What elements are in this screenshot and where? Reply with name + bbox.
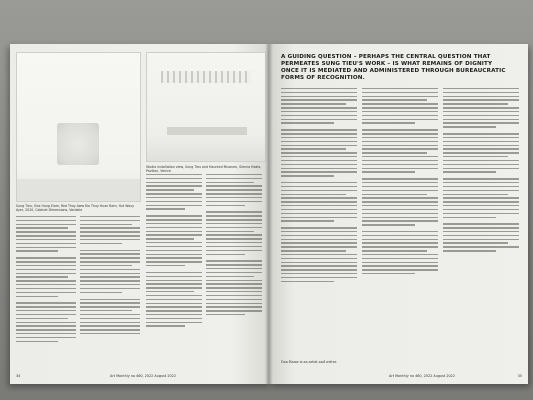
body-column-7 [443,88,519,257]
body-column-1 [16,216,76,345]
magazine-spread [10,44,528,384]
author-signoff: Dan Hame is an artist and writer. [281,360,337,364]
left-page [10,44,271,384]
installation-photo-1 [16,52,141,202]
right-page [269,44,528,384]
left-folio: Art Monthly no 460, 2022 August 2022 [110,374,176,378]
body-column-4 [206,174,262,318]
photo-1-caption: Sung Tieu, Sins Hung Elam, Red Thay Aww Kio Thuy Huan Bam, Hut Wouy Ayer, 2020, Cabinet Dimensions, Variable [16,204,135,213]
installation-photo-2 [146,52,266,162]
spine-gutter [265,44,273,384]
body-column-3 [146,174,202,329]
gallery-floor [17,179,140,201]
bench-object [167,127,247,135]
right-page-number: 35 [517,374,522,378]
body-column-5 [281,88,357,285]
pull-quote: A GUIDING QUESTION – PERHAPS THE CENTRAL QUESTION THAT PERMEATES SUNG TIEU'S WORK – IS WHAT REMAINS OF DIGNITY ONCE IT IS MEDIATED AND ADMINISTERED THROUGH BUREAUCRATIC FORMS OF RECOGNITION. [281,54,506,82]
sculpture-object [57,123,99,165]
photo-2-caption: Studio installation view, Sung Tieu and Haunted Museum, Sienna Heats, Pavilion, Venice [146,165,262,174]
body-column-6 [362,88,438,277]
body-column-2 [80,216,140,337]
left-page-number: 34 [16,374,21,378]
wall-texture [161,71,251,83]
right-folio: Art Monthly no 460, 2022 August 2022 [389,374,455,378]
